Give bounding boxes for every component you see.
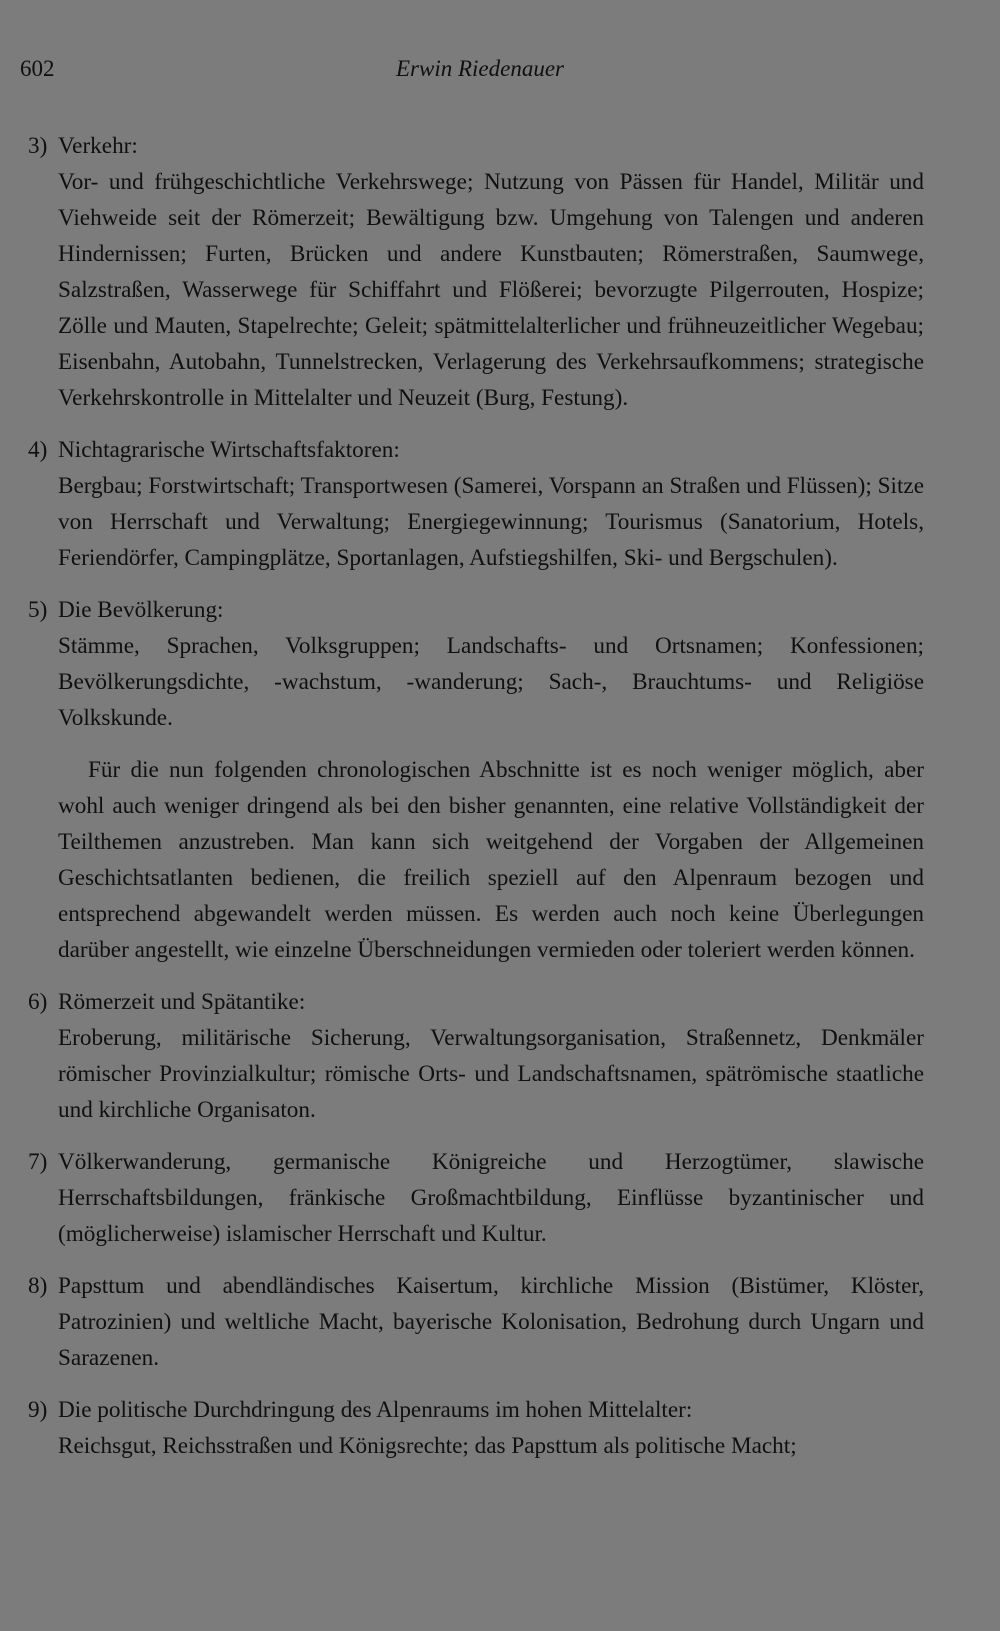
list-item-number: 3): [28, 133, 48, 159]
list-item-number: 9): [28, 1397, 48, 1423]
list-item-number: 7): [28, 1149, 48, 1175]
list-item-number: 5): [28, 597, 48, 623]
list-item-title: Nichtagrarische Wirtschaftsfaktoren:: [58, 437, 400, 463]
list-item-text: Völkerwanderung, germanische Königreiche und Herzogtümer, slawische Herrschaftsbildungen, fränkische Großmachtbildung, Einflüsse byzantinischer und (möglicherweise) islamischer Herrschaft und Kultur.: [58, 1149, 924, 1247]
running-head: [20, 56, 940, 86]
list-item-9: [28, 1392, 924, 1464]
list-item-7: [28, 1144, 924, 1252]
list-item-title: Römerzeit und Spätantike:: [58, 989, 306, 1015]
list-item-body: Reichsgut, Reichsstraßen und Königsrechte; das Papsttum als politische Macht;: [58, 1433, 797, 1459]
list-item-body: Vor- und frühgeschichtliche Verkehrswege; Nutzung von Pässen für Handel, Militär und Viehweide seit der Römerzeit; Bewältigung bzw. Umgehung von Talengen und anderen Hindernissen; Furten, Brücken und andere Kunstbauten; Römerstraßen, Saumwege, Salzstraßen, Wasserwege für Schiffahrt und Flößerei; bevorzugte Pilgerrouten, Hospize; Zölle und Mauten, Stapelrechte; Geleit; spätmittelalterlicher und frühneuzeitlicher Wegebau; Eisenbahn, Autobahn, Tunnelstrecken, Verlagerung des Verkehrsaufkommens; strategische Verkehrskontrolle in Mittelalter und Neuzeit (Burg, Festung).: [58, 169, 924, 411]
list-item-body: Bergbau; Forstwirtschaft; Transportwesen (Samerei, Vorspann an Straßen und Flüssen); Sitze von Herrschaft und Verwaltung; Energiegewinnung; Tourismus (Sanatorium, Hotels, Feriendörfer, Campingplätze, Sportanlagen, Aufstiegshilfen, Ski- und Bergschulen).: [58, 473, 924, 571]
running-head-author: Erwin Riedenauer: [396, 56, 564, 81]
list-item-title: Verkehr:: [58, 133, 138, 159]
list-item-number: 6): [28, 989, 48, 1015]
list-item-5: [28, 592, 924, 736]
list-item-4: [28, 432, 924, 576]
list-item-6: [28, 984, 924, 1128]
body-paragraph: Für die nun folgenden chronologischen Abschnitte ist es noch weniger möglich, aber wohl auch weniger dringend als bei den bisher genannten, eine relative Vollständigkeit der Teilthemen anzustreben. Man kann sich weitgehend der Vorgaben der Allgemeinen Geschichtsatlanten bedienen, die freilich speziell auf den Alpenraum bezogen und entsprechend abgewandelt werden müssen. Es werden auch noch keine Überlegungen darüber angestellt, wie einzelne Überschneidungen vermieden oder toleriert werden können.: [58, 757, 924, 963]
list-item-number: 8): [28, 1273, 48, 1299]
list-item-title: Die Bevölkerung:: [58, 597, 224, 623]
list-item-title: Die politische Durchdringung des Alpenraums im hohen Mittelalter:: [58, 1397, 693, 1423]
list-item-8: [28, 1268, 924, 1376]
list-item-3: [28, 128, 924, 416]
list-item-text: Papsttum und abendländisches Kaisertum, kirchliche Mission (Bistümer, Klöster, Patrozinien) und weltliche Macht, bayerische Kolonisation, Bedrohung durch Ungarn und Sarazenen.: [58, 1273, 924, 1371]
page-number: 602: [20, 56, 55, 81]
page-content: [28, 128, 924, 1480]
list-item-number: 4): [28, 437, 48, 463]
list-item-body: Stämme, Sprachen, Volksgruppen; Landschafts- und Ortsnamen; Konfessionen; Bevölkerungsdichte, -wachstum, -wanderung; Sach-, Brauchtums- und Religiöse Volkskunde.: [58, 633, 924, 731]
list-item-body: Eroberung, militärische Sicherung, Verwaltungsorganisation, Straßennetz, Denkmäler römischer Provinzialkultur; römische Orts- und Landschaftsnamen, spätrömische staatliche und kirchliche Organisaton.: [58, 1025, 924, 1123]
